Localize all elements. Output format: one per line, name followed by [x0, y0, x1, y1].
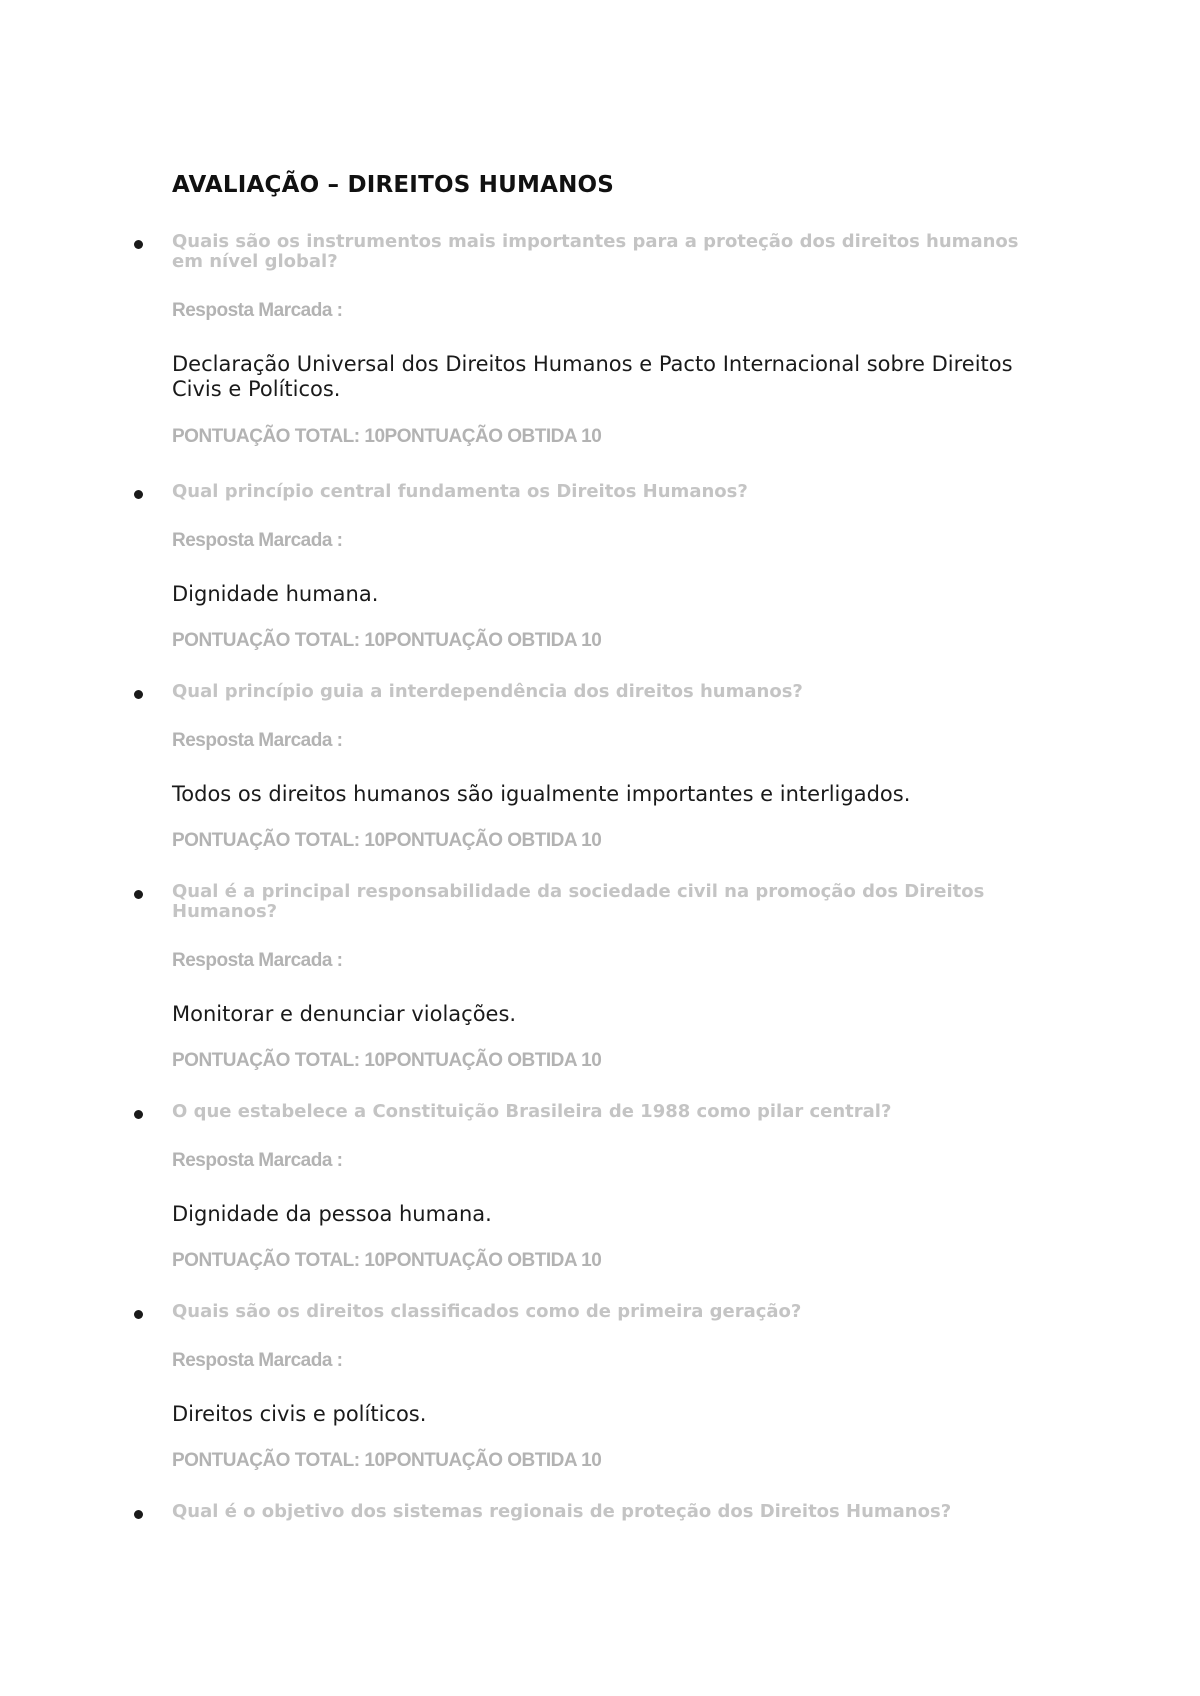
bullet-icon	[134, 240, 143, 249]
score-line: PONTUAÇÃO TOTAL: 10PONTUAÇÃO OBTIDA 10	[172, 630, 602, 651]
score-line: PONTUAÇÃO TOTAL: 10PONTUAÇÃO OBTIDA 10	[172, 1050, 602, 1071]
answer-label: Resposta Marcada :	[172, 530, 343, 551]
answer-text: Dignidade humana.	[172, 582, 379, 606]
answer-label: Resposta Marcada :	[172, 1150, 343, 1171]
score-line: PONTUAÇÃO TOTAL: 10PONTUAÇÃO OBTIDA 10	[172, 1250, 602, 1271]
answer-text: Direitos civis e políticos.	[172, 1402, 427, 1426]
bullet-icon	[134, 1310, 143, 1319]
answer-text: Todos os direitos humanos são igualmente importantes e interligados.	[172, 782, 911, 806]
bullet-icon	[134, 890, 143, 899]
bullet-icon	[134, 1110, 143, 1119]
bullet-icon	[134, 690, 143, 699]
answer-text: Dignidade da pessoa humana.	[172, 1202, 492, 1226]
bullet-icon	[134, 490, 143, 499]
answer-label: Resposta Marcada :	[172, 730, 343, 751]
question-text: Qual princípio guia a interdependência dos direitos humanos?	[172, 681, 803, 702]
question-text: O que estabelece a Constituição Brasileira de 1988 como pilar central?	[172, 1101, 892, 1122]
answer-label: Resposta Marcada :	[172, 300, 343, 321]
answer-label: Resposta Marcada :	[172, 950, 343, 971]
bullet-icon	[134, 1510, 143, 1519]
answer-text: Declaração Universal dos Direitos Humanos e Pacto Internacional sobre Direitos Civis e Políticos.	[172, 352, 1013, 401]
score-line: PONTUAÇÃO TOTAL: 10PONTUAÇÃO OBTIDA 10	[172, 1450, 602, 1471]
question-text: Quais são os direitos classificados como de primeira geração?	[172, 1301, 802, 1322]
question-text: Qual é o objetivo dos sistemas regionais de proteção dos Direitos Humanos?	[172, 1501, 952, 1522]
score-line: PONTUAÇÃO TOTAL: 10PONTUAÇÃO OBTIDA 10	[172, 830, 602, 851]
question-text: Quais são os instrumentos mais importantes para a proteção dos direitos humanos em nível global?	[172, 231, 1019, 272]
answer-text: Monitorar e denunciar violações.	[172, 1002, 517, 1026]
score-line: PONTUAÇÃO TOTAL: 10PONTUAÇÃO OBTIDA 10	[172, 426, 602, 447]
answer-label: Resposta Marcada :	[172, 1350, 343, 1371]
question-text: Qual é a principal responsabilidade da sociedade civil na promoção dos Direitos Humanos?	[172, 881, 985, 922]
question-text: Qual princípio central fundamenta os Direitos Humanos?	[172, 481, 748, 502]
document-title: AVALIAÇÃO – DIREITOS HUMANOS	[172, 172, 615, 198]
